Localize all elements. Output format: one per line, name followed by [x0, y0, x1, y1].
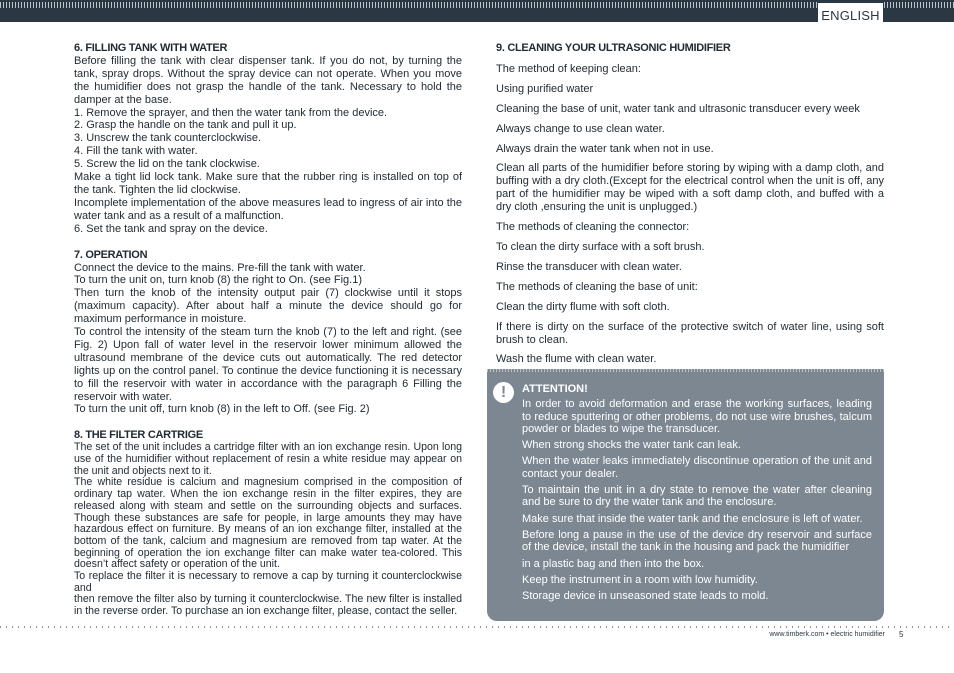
s9-para: If there is dirty on the surface of the protective switch of water line, using soft brush to clean.	[496, 320, 884, 346]
s6-para: 6. Set the tank and spray on the device.	[74, 222, 268, 235]
attention-tick-strip	[487, 369, 884, 372]
s6-para: 5. Screw the lid on the tank clockwise.	[74, 158, 260, 171]
header-tick-strip-left	[0, 2, 818, 8]
s6-para: Make a tight lid lock tank. Make sure that the rubber ring is installed on top of the tank. Tighten the lid clockwise.	[74, 171, 462, 196]
s9-para: Rinse the transducer with clean water.	[496, 260, 682, 273]
s9-para: The methods of cleaning the connector:	[496, 221, 690, 234]
section-6-title: 6. FILLING TANK WITH WATER	[74, 42, 228, 54]
section-7-title: 7. OPERATION	[74, 248, 148, 261]
s9-para: Clean all parts of the humidifier before storing by wiping with a damp cloth, and buffing with a dry cloth.(Except for the electrical control when the unit is off, any part of the humidifier may be wiped with a soft damp cloth, and buffed with a dry cloth ,ensuring the unit is unplugged.)	[496, 162, 884, 214]
s7-para: To turn the unit off, turn knob (8) in the left to Off. (see Fig. 2)	[74, 403, 370, 416]
s9-para: Using purified water	[496, 82, 594, 95]
header-tick-strip-right	[884, 2, 954, 8]
s8-para: The white residue is calcium and magnesium comprised in the composition of ordinary tap water. When the ion exchange resin in the filter expires, they are released along with steam and settle on the surrounding objects and surfaces. Though these substances are safe for people, in large amounts they may have hazardous effect on furniture. By means of an ion exchange filter, installed at the bottom of the tank, calcium and magnesium are removed from tap water. At the beginning of operation the ion exchange filter can make water tea-colored. This doesn’t affect safety or operation of the unit.	[74, 476, 462, 571]
s6-para: Incomplete implementation of the above measures lead to ingress of air into the water tank and as a result of a malfunction.	[74, 196, 462, 222]
attention-body	[522, 383, 872, 606]
attention-item: Storage device in unseasoned state leads to mold.	[522, 590, 769, 603]
section-8-title: 8. THE FILTER CARTRIGE	[74, 429, 203, 442]
s7-para: Connect the device to the mains. Pre-fill the tank with water.	[74, 261, 366, 274]
s8-para: then remove the filter also by turning it counterclockwise. The new filter is installed in the reverse order. To purchase an ion exchange filter, please, contact the seller.	[74, 593, 462, 618]
s6-para: 3. Unscrew the tank counterclockwise.	[74, 132, 262, 145]
s9-para: To clean the dirty surface with a soft brush.	[496, 240, 705, 253]
s6-para: 1. Remove the sprayer, and then the water tank from the device.	[74, 106, 388, 119]
section-9-title: 9. CLEANING YOUR ULTRASONIC HUMIDIFIER	[496, 42, 731, 54]
s9-para: The method of keeping clean:	[496, 62, 641, 75]
attention-item: Make sure that inside the water tank and the enclosure is left of water.	[522, 512, 863, 525]
footer-site: www.timberk.com • electric humidifier	[769, 631, 885, 638]
attention-item: Keep the instrument in a room with low humidity.	[522, 573, 758, 586]
left-column	[74, 42, 462, 618]
language-label: ENGLISH	[818, 3, 883, 27]
s6-para: 2. Grasp the handle on the tank and pull it up.	[74, 119, 297, 132]
attention-item: in a plastic bag and then into the box.	[522, 557, 705, 570]
s9-para: Always drain the water tank when not in use.	[496, 142, 714, 155]
s9-para: Clean the dirty flume with soft cloth.	[496, 300, 670, 313]
s7-para: To turn the unit on, turn knob (8) the right to On. (see Fig.1)	[74, 274, 362, 287]
s9-para: The methods of cleaning the base of unit:	[496, 280, 698, 293]
attention-title: ATTENTION!	[522, 383, 588, 395]
right-column	[496, 42, 884, 373]
s7-para: Then turn the knob of the intensity output pair (7) clockwise until it stops (maximum capacity). After about half a minute the device should go for maximum performance in moisture.	[74, 287, 462, 326]
s6-para: 4. Fill the tank with water.	[74, 145, 198, 158]
s9-para: Always change to use clean water.	[496, 122, 665, 135]
s8-para: To replace the filter it is necessary to remove a cap by turning it counterclockwise and	[74, 570, 462, 594]
s7-para: To control the intensity of the steam turn the knob (7) to the left and right. (see Fig. 2) Upon fall of water level in the reservoir lower minimum allowed the ultrasound membrane of the device cuts out automatically. The red detector lights up on the control panel. To continue the device functioning it is necessary to fill the reservoir with water in accordance with the paragraph 6 Filling the reservoir with water.	[74, 326, 462, 403]
attention-box	[487, 369, 884, 621]
exclamation-icon: !	[493, 382, 514, 403]
s6-para: Before filling the tank with clear dispenser tank. If you do not, by turning the tank, spray drops. Without the spray device can not operate. When you move the humidifier does not grasp the handle of the tank. Necessary to hold the damper at the base.	[74, 54, 462, 106]
attention-item: Before long a pause in the use of the device dry reservoir and surface of the device, install the tank in the housing and pack the humidifier	[522, 528, 872, 554]
page-number: 5	[899, 630, 904, 639]
attention-item: When strong shocks the water tank can leak.	[522, 439, 741, 452]
attention-item: To maintain the unit in a dry state to remove the water after cleaning and be sure to dry the water tank and the enclosure.	[522, 484, 872, 509]
s8-para: The set of the unit includes a cartridge filter with an ion exchange resin. Upon long use of the humidifier without replacement of resin a white residue may appear on the unit and objects next to it.	[74, 441, 462, 477]
s9-para: Wash the flume with clean water.	[496, 353, 657, 366]
attention-item: When the water leaks immediately discontinue operation of the unit and contact your dealer.	[522, 455, 872, 480]
footer-dotted-rule	[0, 626, 954, 628]
s9-para: Cleaning the base of unit, water tank and ultrasonic transducer every week	[496, 102, 860, 115]
attention-item: In order to avoid deformation and erase the working surfaces, leading to reduce sputtering or other problems, do not use wire brushes, talcum powder or blades to wipe the transducer.	[522, 398, 872, 435]
